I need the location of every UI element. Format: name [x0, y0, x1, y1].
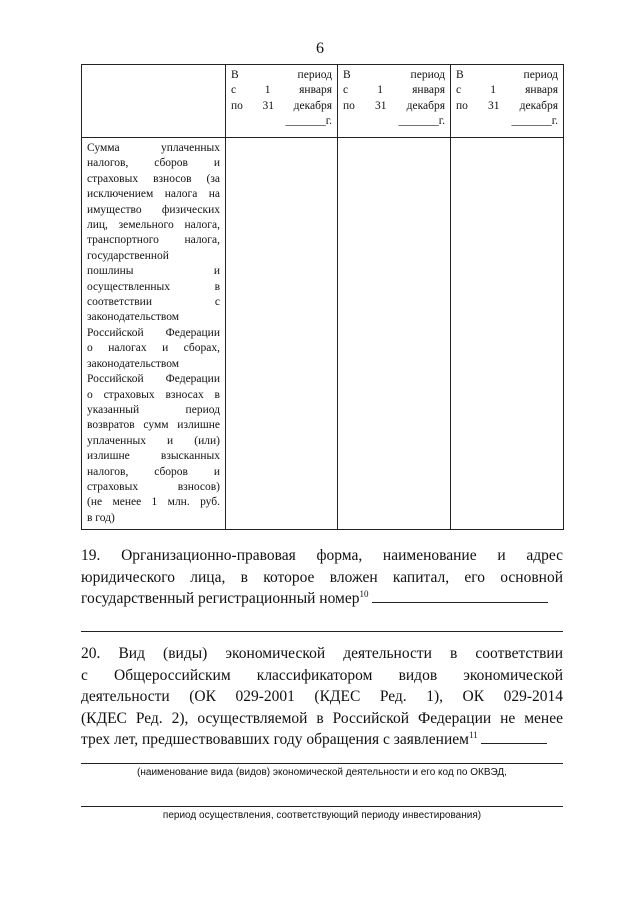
- row-label-line: страховых взносов (за: [87, 172, 220, 185]
- row-label-line: указанный период: [87, 403, 220, 416]
- header-period-cell-1: В период с 1 января по 31 декабря _______г.: [226, 65, 338, 138]
- row-label-line: возвратов сумм излишне: [87, 419, 220, 432]
- value-cell-2[interactable]: [338, 138, 451, 530]
- section-20-line-5: трех лет, предшествовавших году обращения с заявлением$^{11}$: [81, 729, 563, 751]
- row-label-line: налогов, сборов и: [87, 157, 220, 170]
- row-label-line: о налогах и сборах,: [87, 342, 220, 355]
- activity-caption-2: период осуществления, соответствующий периоду инвестирования): [162, 810, 482, 821]
- row-label-line: законодательством: [87, 311, 180, 324]
- section-20-line-1: 20. Вид (виды) экономической деятельности в соответствии: [81, 645, 563, 662]
- row-label-line: уплаченных и (или): [87, 434, 220, 447]
- row-label-line: осуществленных в: [87, 280, 220, 293]
- section-20-line-2: с Общероссийским классификатором видов экономической: [81, 666, 563, 684]
- row-label-line: излишне взысканных: [87, 450, 220, 463]
- table-header-row: [82, 65, 564, 138]
- section-20-fill-line[interactable]: [481, 742, 547, 744]
- section-19-line-3: государственный регистрационный номер$^{10}$: [81, 588, 563, 610]
- section-20: [81, 643, 563, 751]
- header-empty-cell: [82, 65, 226, 138]
- row-label-line: пошлины и: [87, 265, 220, 278]
- header-period-cell-3: В период с 1 января по 31 декабря _______г.: [451, 65, 564, 138]
- section-19-blank-rule[interactable]: [81, 631, 563, 632]
- row-label-line: законодательством: [87, 357, 180, 370]
- footnote-ref-11: 11: [468, 729, 478, 740]
- section-20-line-4: (КДЕС Ред. 2), осуществляемой в Российской Федерации не менее: [81, 709, 563, 727]
- row-label-line: Сумма уплаченных: [87, 142, 220, 154]
- row-label-line: налогов, сборов и: [87, 465, 220, 478]
- activity-blank-rule-2[interactable]: [81, 806, 563, 807]
- row-label-line: исключением налога на: [87, 188, 220, 201]
- header-period-cell-2: В период с 1 января по 31 декабря _______г.: [338, 65, 451, 138]
- row-label-line: соответствии с: [87, 296, 220, 309]
- row-label-line: в год): [87, 511, 115, 524]
- value-cell-1[interactable]: [226, 138, 338, 530]
- row-label-line: о страховых взносах в: [87, 388, 220, 401]
- row-label-line: лиц, земельного налога,: [87, 219, 220, 232]
- row-label-line: (не менее 1 млн. руб.: [87, 496, 220, 509]
- value-cell-3[interactable]: [451, 138, 564, 530]
- investment-period-table: [81, 64, 564, 530]
- section-19: [81, 545, 563, 610]
- table-row: [82, 138, 564, 530]
- activity-caption-1: (наименование вида (видов) экономической деятельности и его код по ОКВЭД,: [137, 767, 507, 778]
- section-19-line-1: 19. Организационно-правовая форма, наименование и адрес: [81, 547, 563, 564]
- section-20-line-3: деятельности (ОК 029-2001 (КДЕС Ред. 1), ОК 029-2014: [81, 688, 563, 705]
- row-label-line: Российской Федерации: [87, 373, 220, 386]
- row-label-line: транспортного налога,: [87, 234, 220, 247]
- section-19-fill-line[interactable]: [372, 601, 548, 603]
- section-19-line-2: юридического лица, в которое вложен капитал, его основной: [81, 568, 563, 586]
- row-label-line: имущество физических: [87, 203, 220, 216]
- page-number: 6: [316, 40, 324, 57]
- activity-blank-rule-1[interactable]: [81, 763, 563, 764]
- row-label-line: государственной: [87, 249, 169, 262]
- row-label-taxes-paid: [82, 138, 226, 530]
- row-label-line: страховых взносов): [87, 480, 220, 493]
- row-label-line: Российской Федерации: [87, 326, 220, 339]
- footnote-ref-10: 10: [359, 588, 369, 599]
